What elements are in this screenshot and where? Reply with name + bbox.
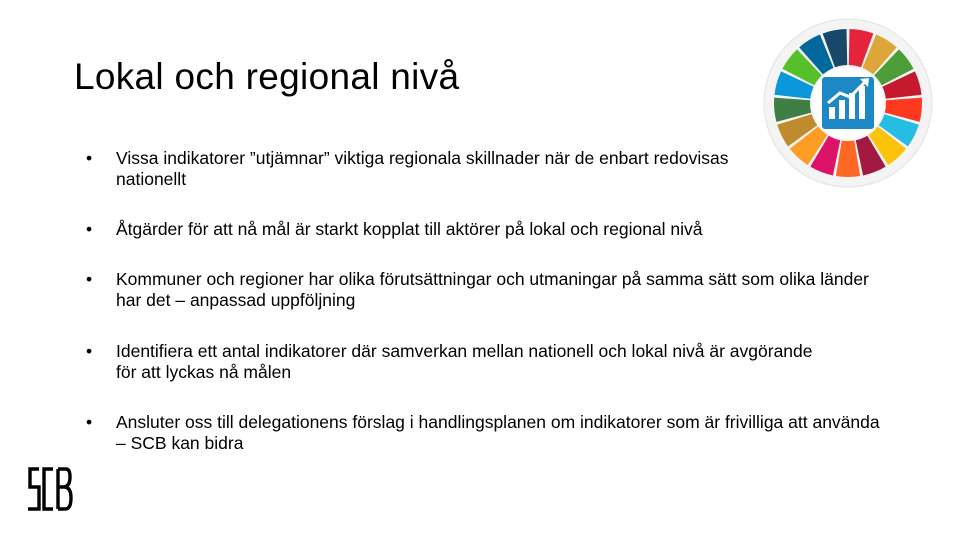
scb-logo-letter-s xyxy=(28,469,39,509)
bullet-text: Vissa indikatorer ”utjämnar” viktiga regionala skillnader när de enbart redovisas nationellt xyxy=(116,148,729,189)
bullet-item-1 xyxy=(86,148,731,190)
bullet-marker: • xyxy=(86,341,93,361)
bullet-item-4 xyxy=(86,341,821,383)
scb-logo-letter-b xyxy=(58,469,71,509)
bullet-marker: • xyxy=(86,148,93,168)
growth-chart-bar xyxy=(839,100,845,119)
bullet-text: Ansluter oss till delegationens förslag i handlingsplanen om indikatorer som är frivilliga att använda – SCB kan bidra xyxy=(116,412,880,453)
bullet-item-2 xyxy=(86,219,886,240)
bullet-item-3 xyxy=(86,269,876,311)
bullet-text: Identifiera ett antal indikatorer där samverkan mellan nationell och lokal nivå är avgörande för att lyckas nå målen xyxy=(116,341,813,382)
growth-chart-bar xyxy=(829,107,835,119)
sdg-wheel-icon xyxy=(762,17,934,189)
scb-logo-letter-c xyxy=(44,469,53,509)
bullet-marker: • xyxy=(86,269,93,289)
scb-logo xyxy=(25,465,73,513)
bullet-text: Kommuner och regioner har olika förutsättningar och utmaningar på samma sätt som olika länder har det – anpassad uppföljning xyxy=(116,269,869,310)
growth-chart-bar xyxy=(859,86,865,119)
slide-title: Lokal och regional nivå xyxy=(74,56,460,97)
bullet-marker: • xyxy=(86,219,93,239)
bullet-text: Åtgärder för att nå mål är starkt kopplat till aktörer på lokal och regional nivå xyxy=(116,219,703,239)
bullet-item-5 xyxy=(86,412,886,454)
bullet-marker: • xyxy=(86,412,93,432)
